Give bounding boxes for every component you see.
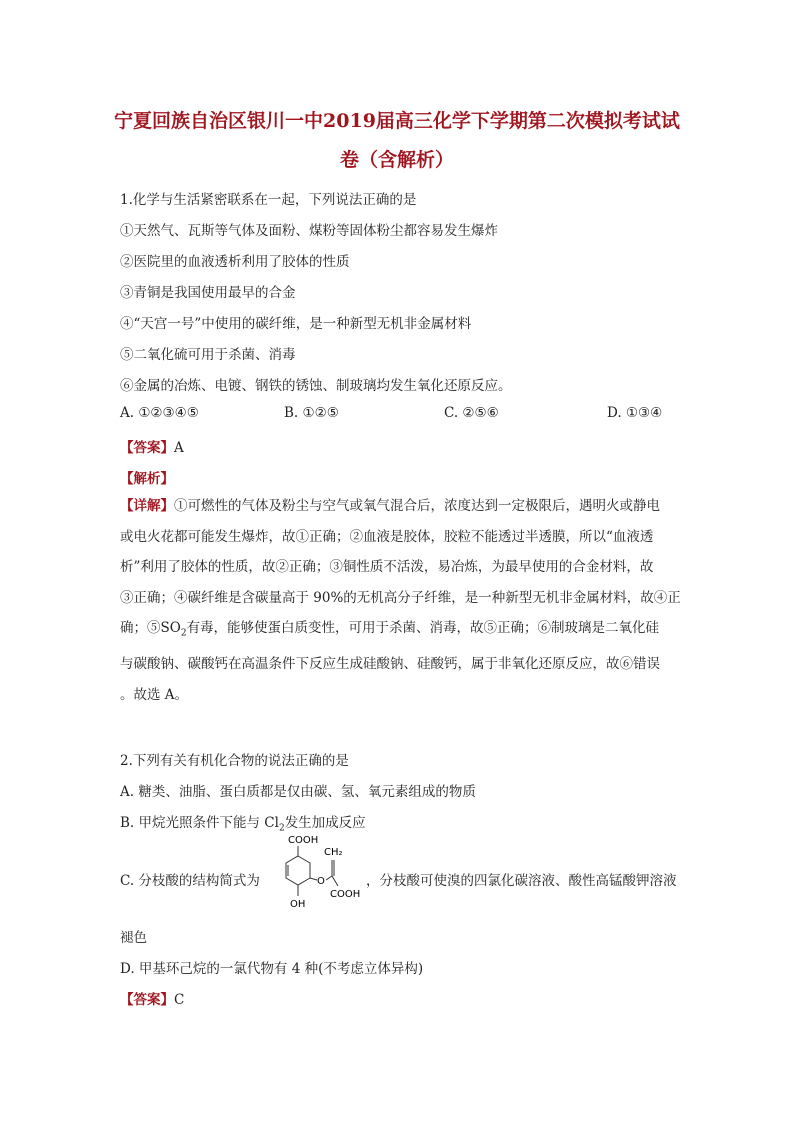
answer-value: C: [174, 992, 185, 1008]
detail-line: 确；$⑤SO_2$有毒，能够使蛋白质变性，可用于杀菌、消毒，故⑤正确；⑥制玻璃是二氧化硅: [120, 620, 660, 639]
q1-option-c: C. ②⑤⑥: [444, 405, 499, 421]
detail-line: 与碳酸钠、碳酸钙在高温条件下反应生成硅酸钠、硅酸钙，属于非氧化还原反应，故⑥错误: [120, 656, 660, 673]
q2-option-c-text-pre: C. 分枝酸的结构简式为: [120, 873, 260, 889]
q1-detail: [120, 491, 680, 710]
detail-tag: 【详解】: [120, 498, 174, 514]
q1-item-1: ①天然气、瓦斯等气体及面粉、煤粉等固体粉尘都容易发生爆炸: [120, 223, 498, 239]
svg-text:OH: OH: [290, 899, 306, 910]
answer-value: A: [174, 440, 184, 456]
answer-tag: 【答案】: [120, 992, 174, 1008]
svg-text:O: O: [317, 876, 325, 887]
q2-option-d: D. 甲基环己烷的一氯代物有 4 种(不考虑立体异构): [120, 961, 424, 977]
q1-item-6: ⑥金属的冶炼、电镀、钢铁的锈蚀、制玻璃均发生氧化还原反应。: [120, 378, 512, 394]
q1-option-d: D. ①③④: [607, 405, 663, 421]
q2-option-c-text-post: ，分枝酸可使溴的四氯化碳溶液、酸性高锰酸钾溶液: [366, 873, 677, 889]
document-title-line2: 卷（含解析）: [339, 149, 454, 171]
svg-text:COOH: COOH: [288, 835, 319, 846]
q2-option-a: A. 糖类、油脂、蛋白质都是仅由碳、氢、氧元素组成的物质: [120, 784, 476, 800]
q1-item-4: ④“天宫一号”中使用的碳纤维，是一种新型无机非金属材料: [120, 316, 472, 332]
q2-answer: [120, 988, 184, 1008]
q2-option-c-continued: 褪色: [120, 930, 147, 946]
detail-line: 或电火花都可能发生爆炸，故①正确；②血液是胶体，胶粒不能透过半透膜，所以“血液透: [120, 528, 654, 545]
q1-option-b: B. ①②⑤: [284, 405, 339, 421]
q2-option-b: B. 甲烷光照条件下能与 $Cl_2$发生加成反应: [120, 815, 366, 834]
detail-line: 。故选 A。: [120, 686, 189, 703]
detail-line: 析”利用了胶体的性质，故②正确；③铜性质不活泼，易冶炼，为最早使用的合金材料，故: [120, 559, 654, 575]
svg-text:COOH: COOH: [330, 889, 361, 900]
svg-text:CH₂: CH₂: [324, 847, 343, 858]
answer-tag: 【答案】: [120, 440, 174, 456]
q1-item-5: ⑤二氧化硫可用于杀菌、消毒: [120, 347, 296, 363]
q1-stem: 1.化学与生活紧密联系在一起，下列说法正确的是: [120, 192, 417, 208]
detail-line: 【详解】①可燃性的气体及粉尘与空气或氧气混合后，浓度达到一定极限后，遇明火或静电: [120, 498, 660, 514]
q1-item-3: ③青铜是我国使用最早的合金: [120, 285, 296, 301]
q1-option-a: A. ①②③④⑤: [120, 405, 199, 421]
q2-stem: 2.下列有关有机化合物的说法正确的是: [120, 753, 349, 769]
detail-line: ③正确；④碳纤维是含碳量高于 90%的无机高分子纤维，是一种新型无机非金属材料，故④正: [120, 589, 681, 606]
q1-answer: [120, 436, 184, 456]
q1-analysis-tag: 【解析】: [120, 471, 174, 487]
document-title-line1: 宁夏回族自治区银川一中2019届高三化学下学期第二次模拟考试试: [114, 110, 680, 132]
chorismic-acid-structure-image: [268, 830, 364, 920]
q1-item-2: ②医院里的血液透析利用了胶体的性质: [120, 254, 350, 270]
